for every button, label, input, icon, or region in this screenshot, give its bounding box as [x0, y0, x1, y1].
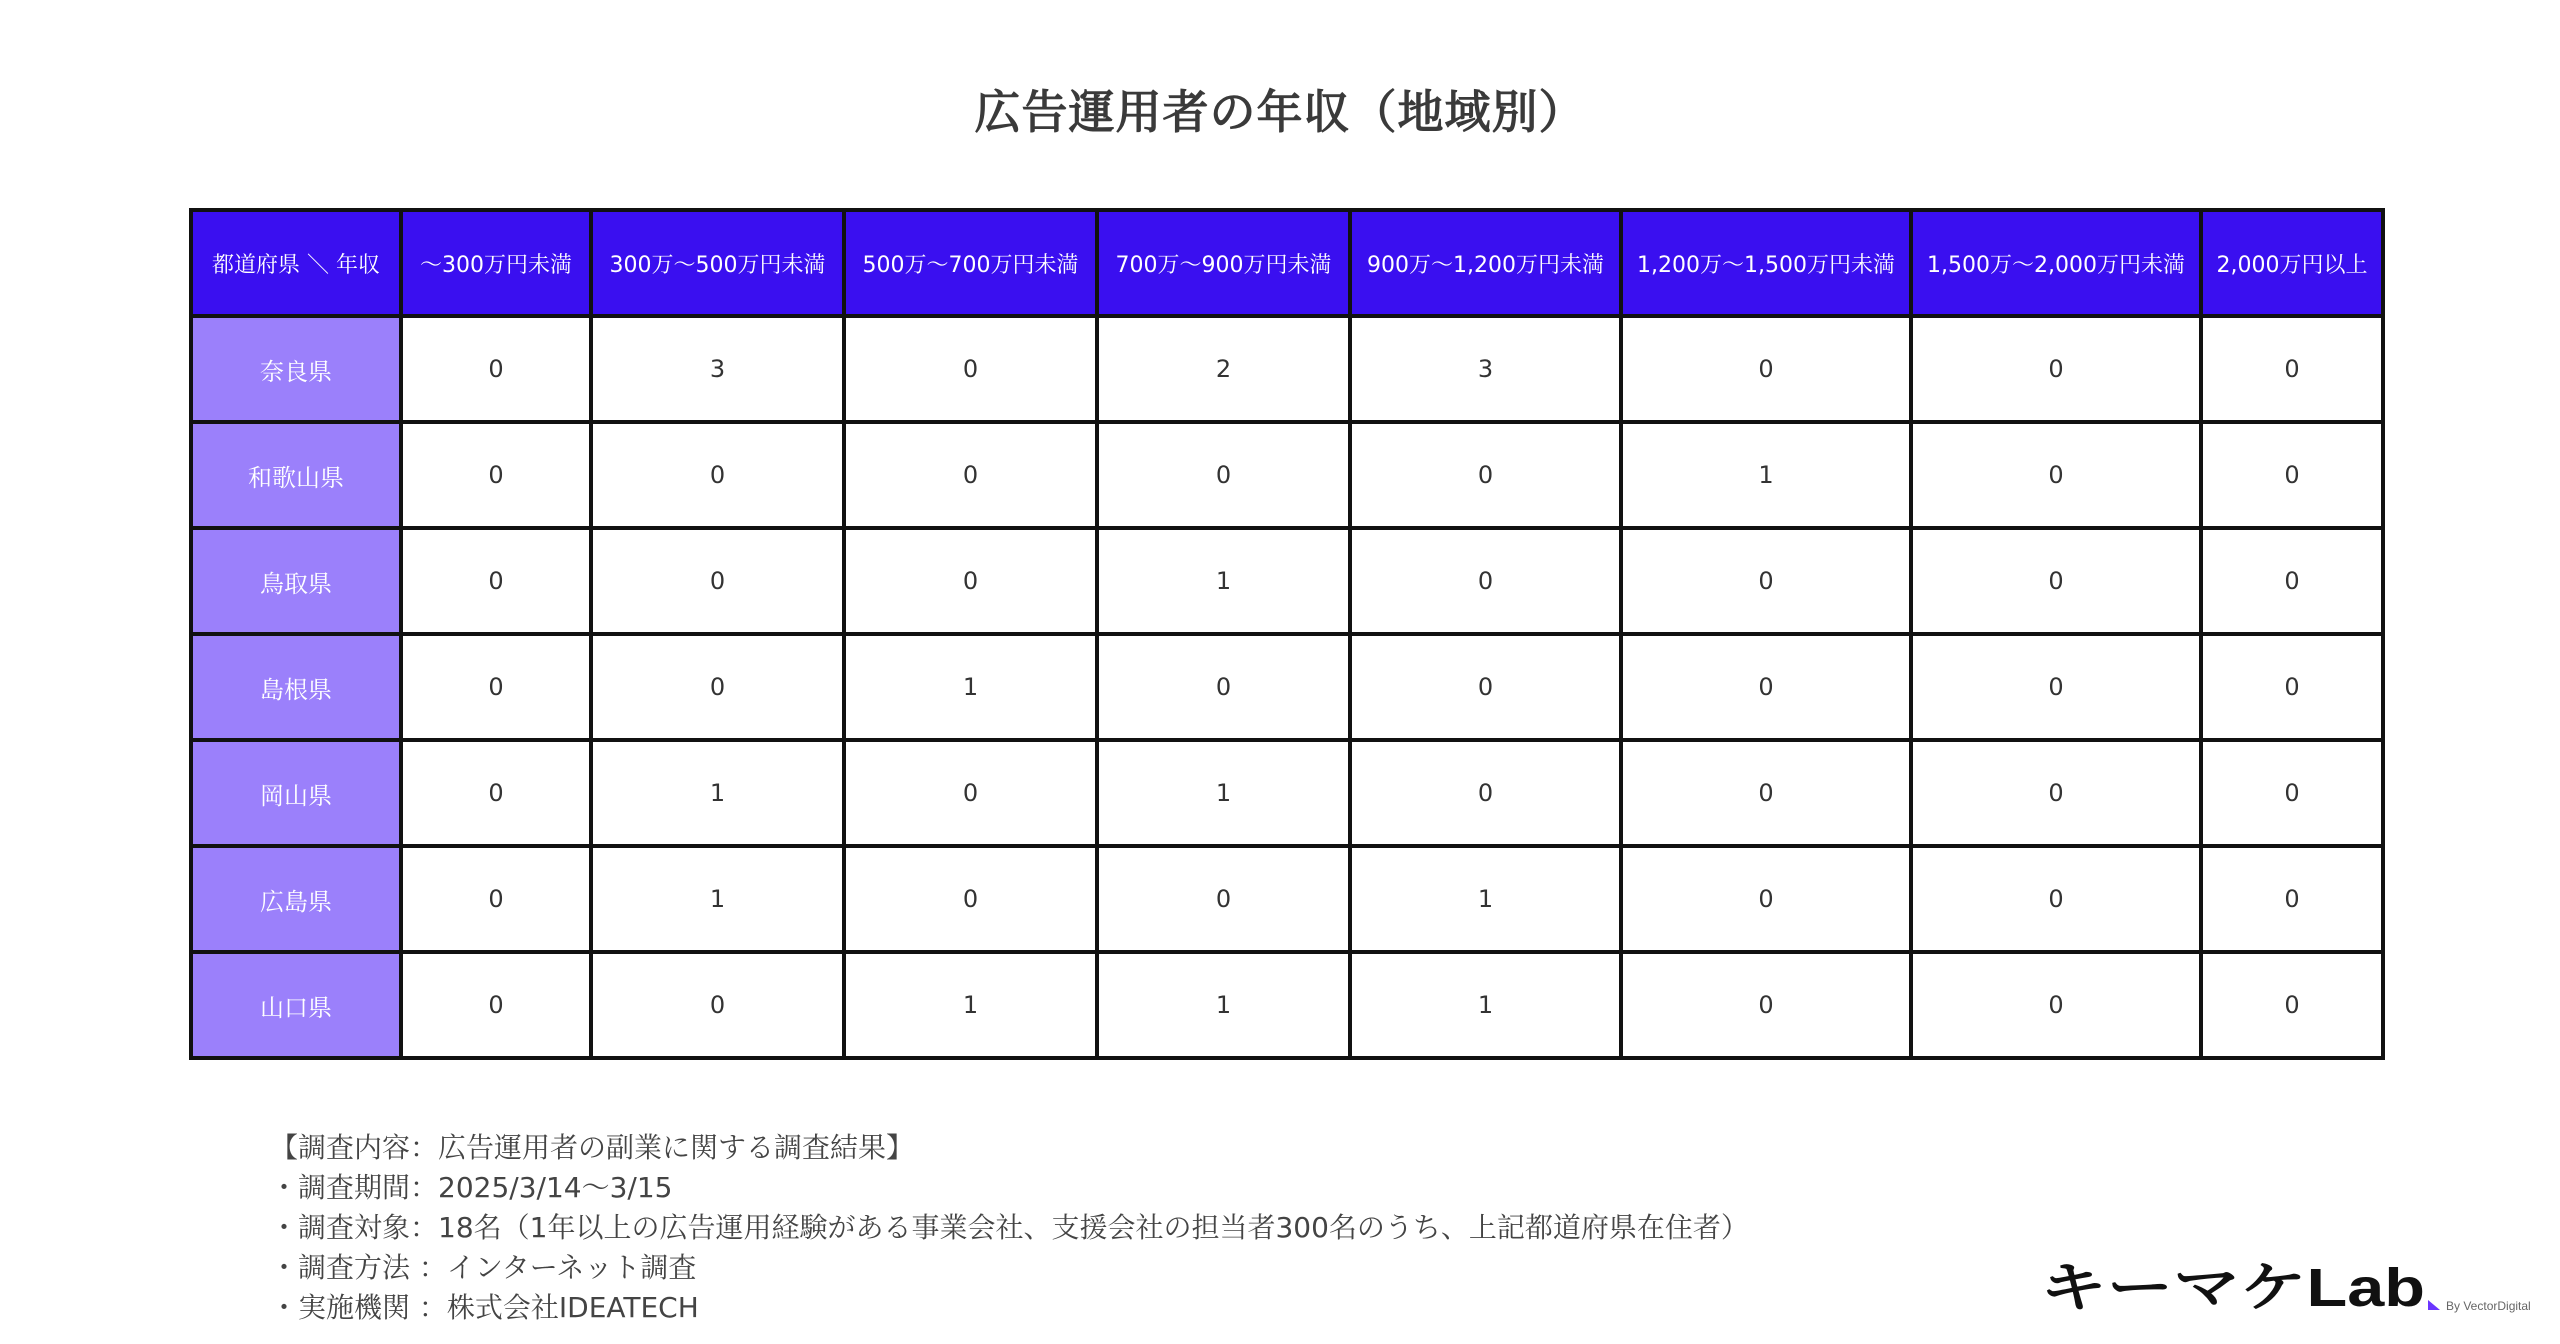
count-cell: 1 [1097, 528, 1350, 634]
prefecture-label: 山口県 [191, 952, 401, 1058]
count-cell: 0 [1350, 634, 1621, 740]
count-cell: 0 [844, 422, 1097, 528]
brand-logo [2040, 1260, 2540, 1320]
count-cell: 0 [2201, 634, 2383, 740]
count-cell: 0 [401, 952, 591, 1058]
count-cell: 1 [1350, 952, 1621, 1058]
survey-notes [270, 1128, 1749, 1328]
prefecture-label: 鳥取県 [191, 528, 401, 634]
prefecture-label: 広島県 [191, 846, 401, 952]
count-cell: 0 [1097, 634, 1350, 740]
count-cell: 0 [1621, 316, 1911, 422]
count-cell: 0 [2201, 952, 2383, 1058]
count-cell: 0 [1621, 952, 1911, 1058]
count-cell: 0 [401, 740, 591, 846]
count-cell: 2 [1097, 316, 1350, 422]
corner-header: 都道府県 ＼ 年収 [191, 210, 401, 316]
count-cell: 1 [591, 740, 844, 846]
count-cell: 0 [591, 528, 844, 634]
count-cell: 0 [1911, 846, 2201, 952]
table-row [191, 634, 2383, 740]
survey-note: ・調査方法 ：インターネット調査 [270, 1251, 697, 1284]
count-cell: 0 [401, 634, 591, 740]
count-cell: 0 [591, 422, 844, 528]
logo-accent-mark [2428, 1300, 2440, 1310]
prefecture-label: 和歌山県 [191, 422, 401, 528]
prefecture-label: 奈良県 [191, 316, 401, 422]
count-cell: 0 [1097, 846, 1350, 952]
page-title: 広告運用者の年収（地域別） [974, 85, 1586, 139]
count-cell: 0 [844, 316, 1097, 422]
count-cell: 0 [401, 316, 591, 422]
table-row [191, 316, 2383, 422]
count-cell: 1 [1621, 422, 1911, 528]
column-header: 900万〜1,200万円未満 [1350, 210, 1621, 316]
count-cell: 0 [1911, 422, 2201, 528]
count-cell: 0 [591, 952, 844, 1058]
count-cell: 0 [1350, 740, 1621, 846]
count-cell: 0 [1911, 634, 2201, 740]
count-cell: 0 [1621, 528, 1911, 634]
count-cell: 0 [1911, 316, 2201, 422]
count-cell: 0 [2201, 528, 2383, 634]
count-cell: 0 [1621, 634, 1911, 740]
count-cell: 0 [2201, 846, 2383, 952]
logo-wordmark: キーマケLab [2040, 1260, 2425, 1318]
count-cell: 1 [1097, 952, 1350, 1058]
count-cell: 0 [401, 422, 591, 528]
count-cell: 0 [591, 634, 844, 740]
count-cell: 1 [591, 846, 844, 952]
count-cell: 0 [401, 846, 591, 952]
count-cell: 1 [1097, 740, 1350, 846]
table-row [191, 740, 2383, 846]
table-row [191, 952, 2383, 1058]
count-cell: 0 [844, 528, 1097, 634]
count-cell: 0 [1621, 740, 1911, 846]
table-row [191, 846, 2383, 952]
column-header: 700万〜900万円未満 [1097, 210, 1350, 316]
count-cell: 0 [1350, 528, 1621, 634]
count-cell: 0 [2201, 740, 2383, 846]
survey-note: 【調査内容：広告運用者の副業に関する調査結果】 [270, 1131, 915, 1164]
count-cell: 1 [844, 634, 1097, 740]
column-header: 500万〜700万円未満 [844, 210, 1097, 316]
survey-note: ・実施機関 ：株式会社IDEATECH [270, 1291, 699, 1324]
column-header: 1,200万〜1,500万円未満 [1621, 210, 1911, 316]
survey-note: ・調査期間：2025/3/14〜3/15 [270, 1171, 673, 1204]
income-table [189, 208, 2385, 1060]
logo-byline: By VectorDigital [2446, 1299, 2531, 1313]
count-cell: 0 [1350, 422, 1621, 528]
column-header: 2,000万円以上 [2201, 210, 2383, 316]
table-row [191, 528, 2383, 634]
survey-note: ・調査対象：18名（1年以上の広告運用経験がある事業会社、支援会社の担当者300名のうち、上記都道府県在住者） [270, 1211, 1749, 1244]
count-cell: 0 [1621, 846, 1911, 952]
count-cell: 1 [844, 952, 1097, 1058]
prefecture-label: 岡山県 [191, 740, 401, 846]
count-cell: 0 [2201, 422, 2383, 528]
count-cell: 3 [1350, 316, 1621, 422]
prefecture-label: 島根県 [191, 634, 401, 740]
count-cell: 0 [1911, 952, 2201, 1058]
table-row [191, 422, 2383, 528]
count-cell: 3 [591, 316, 844, 422]
table-header-row [191, 210, 2383, 316]
count-cell: 0 [2201, 316, 2383, 422]
column-header: 1,500万〜2,000万円未満 [1911, 210, 2201, 316]
count-cell: 1 [1350, 846, 1621, 952]
count-cell: 0 [1911, 528, 2201, 634]
count-cell: 0 [1097, 422, 1350, 528]
count-cell: 0 [844, 846, 1097, 952]
count-cell: 0 [844, 740, 1097, 846]
count-cell: 0 [1911, 740, 2201, 846]
count-cell: 0 [401, 528, 591, 634]
column-header: 300万〜500万円未満 [591, 210, 844, 316]
column-header: 〜300万円未満 [401, 210, 591, 316]
